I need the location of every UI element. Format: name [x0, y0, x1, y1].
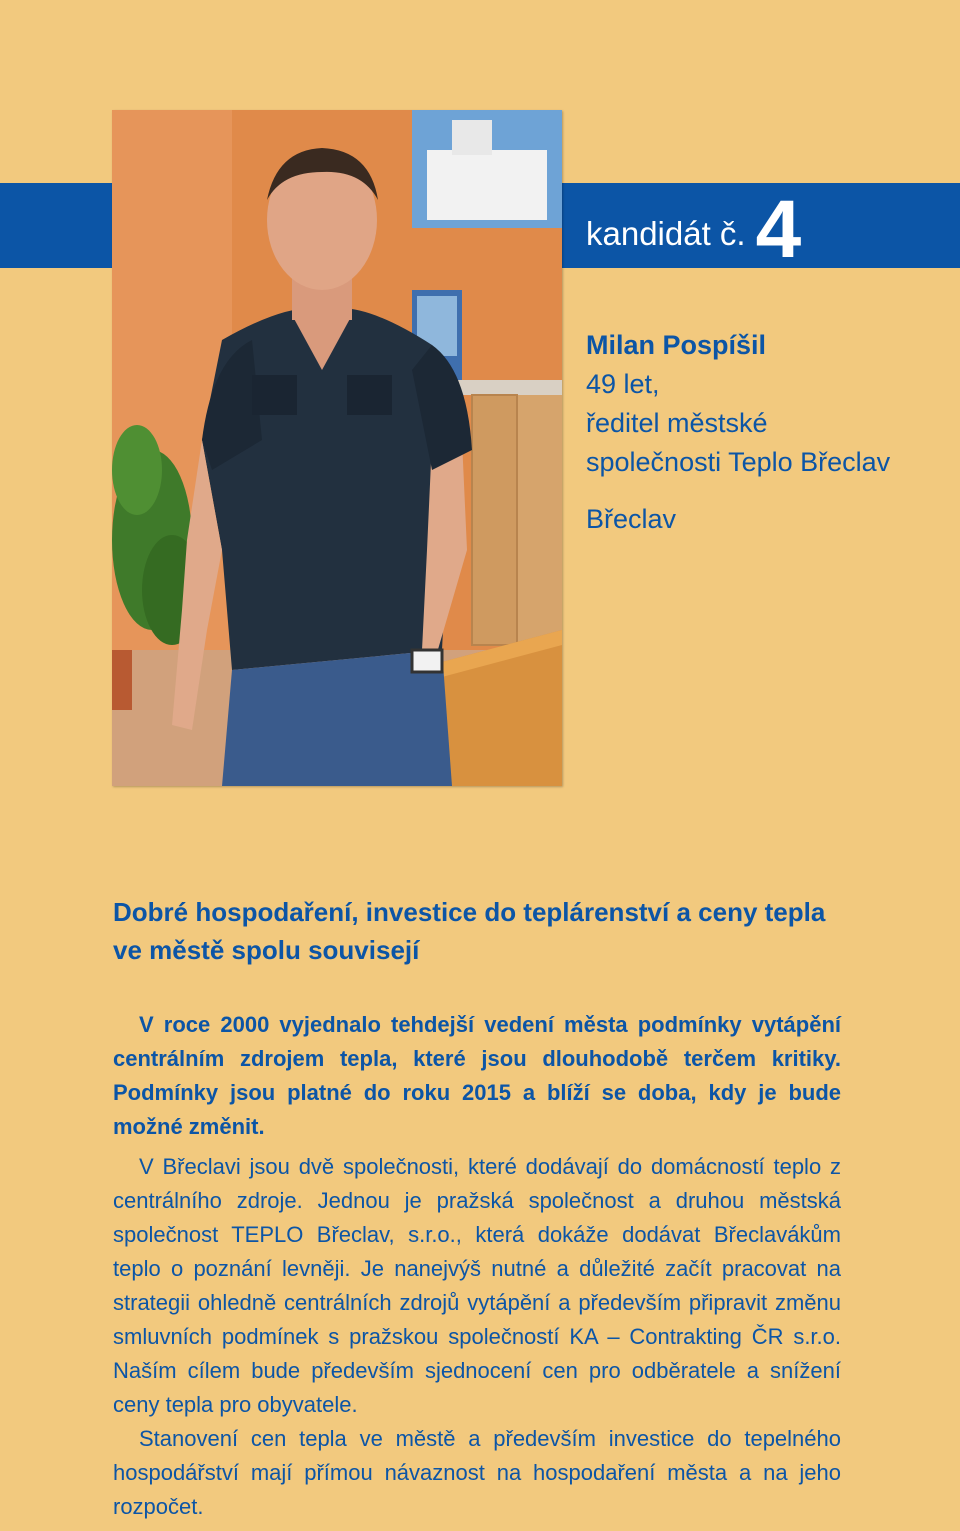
candidate-name: Milan Pospíšil: [586, 330, 767, 360]
headline-line1: Dobré hospodaření, investice do teplárenství a ceny tepla: [113, 897, 826, 927]
header-band-left: [0, 183, 112, 268]
candidate-role-line1: ředitel městské: [586, 408, 768, 438]
candidate-role-line2: společnosti Teplo Břeclav: [586, 447, 891, 477]
candidate-town: Břeclav: [586, 504, 677, 534]
article-paragraph-2: Stanovení cen tepla ve městě a především investice do tepelného hospodářství mají přímou návaznost na hospodaření města a na jeho rozpočet.: [113, 1426, 841, 1519]
candidate-number-label: [586, 184, 802, 275]
headline-line2: ve městě spolu souvisejí: [113, 935, 420, 965]
candidate-number: 4: [755, 184, 802, 275]
candidate-age: 49 let,: [586, 369, 660, 399]
candidate-label: kandidát č.: [586, 215, 746, 252]
article-headline: [113, 893, 853, 969]
candidate-profile: [586, 326, 946, 539]
article-paragraph-1: V Břeclavi jsou dvě společnosti, které dodávají do domácností teplo z centrálního zdroje. Jednou je pražská společnost a druhou městská společnost TEPLO Břeclav, s.r.o., která dokáže dodávat Břeclavákům teplo o poznání levněji. Je nanejvýš nutné a důležité začít pracovat na strategii ohledně centrálních zdrojů vytápění a především připravit změnu smluvních podmínek s pražskou společností KA – Contrakting ČR s.r.o. Naším cílem bude především sjednocení cen pro odběratele a snížení ceny tepla pro obyvatele.: [113, 1154, 841, 1417]
portrait-illustration: [112, 110, 562, 786]
article-lead: V roce 2000 vyjednalo tehdejší vedení města podmínky vytápění centrálním zdrojem tepla, které jsou dlouhodobě terčem kritiky. Podmínky jsou platné do roku 2015 a blíží se doba, kdy je bude možné změnit.: [113, 1012, 841, 1139]
article-body: [113, 1008, 841, 1524]
portrait-photo: [112, 110, 562, 786]
